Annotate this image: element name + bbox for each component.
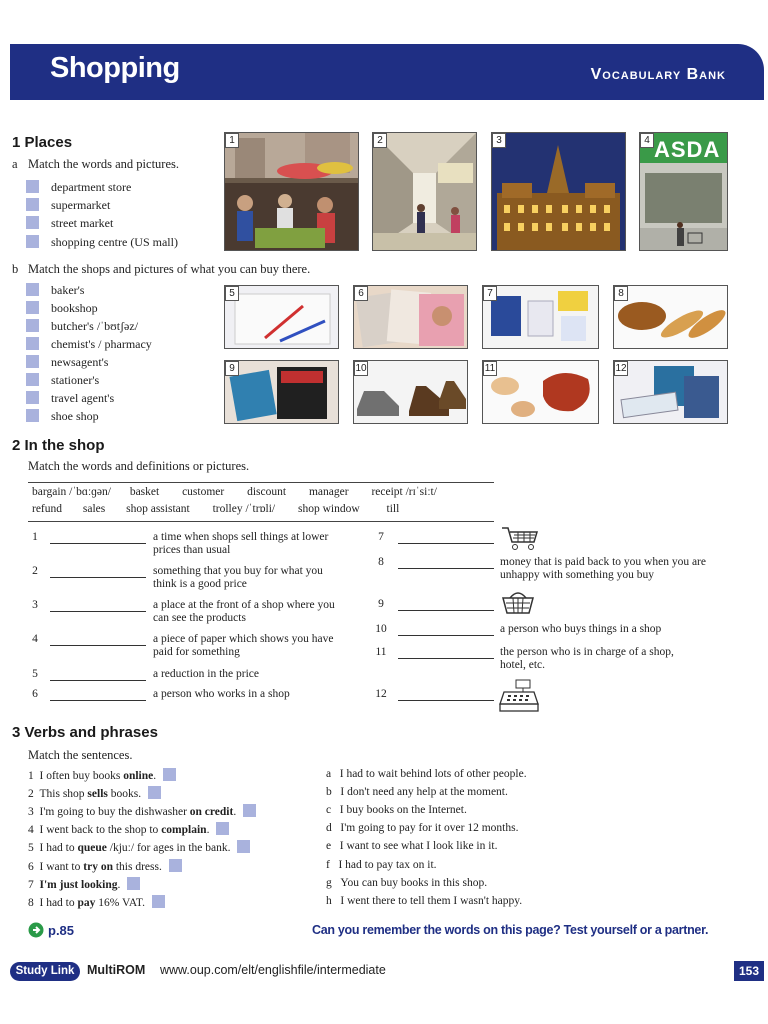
definition-text: a time when shops sell things at lower prices than usual	[153, 531, 329, 556]
word-item: supermarket	[26, 198, 110, 213]
answer-box[interactable]	[148, 786, 161, 799]
street-market-photo	[225, 133, 358, 250]
answer-box[interactable]	[26, 180, 39, 193]
trolley-icon	[500, 524, 540, 552]
answer-blank[interactable]	[50, 577, 146, 578]
picture-books: 9	[224, 360, 339, 424]
vocabulary-bank-label: Vocabulary Bank	[590, 66, 726, 83]
definition-text: a reduction in the price	[153, 668, 260, 680]
answer-box[interactable]	[152, 895, 165, 908]
section3-instruction: Match the sentences.	[28, 748, 133, 762]
sentence-left: 8 I had to pay 16% VAT.	[28, 895, 165, 909]
def-number: 9	[378, 598, 384, 610]
definition-text: a person who works in a shop	[153, 688, 290, 700]
answer-box[interactable]	[243, 804, 256, 817]
wordbox-row-2: refund sales shop assistant trolley /ˈtrɒli/ shop window till	[32, 503, 400, 515]
picture-department-store: 3	[491, 132, 626, 251]
study-link-badge: Study Link	[10, 962, 80, 981]
picture-pens-paper: 5	[224, 285, 339, 349]
picture-magazines: 6	[353, 285, 468, 349]
wordbox-row-1: bargain /ˈbɑːɡən/ basket customer discount manager receipt /rɪˈsiːt/	[32, 486, 437, 498]
picture-supermarket: 4 ASDA	[639, 132, 728, 251]
section-a-instruction: Match the words and pictures.	[28, 157, 180, 171]
newspapers-photo	[354, 286, 467, 348]
travel-photo	[614, 361, 727, 423]
sentence-left: 6 I want to try on this dress.	[28, 859, 182, 873]
picture-bread: 8	[613, 285, 728, 349]
shoes-photo	[354, 361, 467, 423]
word-item: bookshop	[26, 301, 98, 316]
stationery-photo	[225, 286, 338, 348]
answer-box[interactable]	[26, 283, 39, 296]
sentence-left: 1 I often buy books online.	[28, 768, 176, 782]
sentence-left: 2 This shop sells books.	[28, 786, 161, 800]
department-store-photo	[492, 133, 625, 250]
def-number: 3	[32, 599, 38, 611]
bread-photo	[614, 286, 727, 348]
wordbox-bottom-rule	[28, 521, 494, 522]
answer-blank[interactable]	[50, 645, 146, 646]
test-yourself-prompt: Can you remember the words on this page? Test yourself or a partner.	[312, 923, 709, 937]
def-number: 2	[32, 565, 38, 577]
header-banner	[10, 44, 764, 100]
multirom-label: MultiROM	[87, 963, 146, 977]
word-item: butcher's /ˈbʊtʃəz/	[26, 319, 138, 334]
answer-box[interactable]	[169, 859, 182, 872]
arrow-circle-icon[interactable]	[28, 922, 44, 938]
sentence-left: 5 I had to queue /kjuː/ for ages in the bank.	[28, 840, 250, 854]
def-number: 1	[32, 531, 38, 543]
answer-blank[interactable]	[398, 658, 494, 659]
medicine-photo	[483, 286, 598, 348]
picture-street-market: 1	[224, 132, 359, 251]
picture-medicines: 7	[482, 285, 599, 349]
definition-text: a place at the front of a shop where you can see the products	[153, 599, 335, 624]
sentence-right: e I want to see what I look like in it.	[326, 840, 498, 852]
answer-blank[interactable]	[50, 611, 146, 612]
section-a-label: a	[12, 157, 18, 171]
meat-photo	[483, 361, 598, 423]
section-in-the-shop-heading: 2 In the shop	[12, 437, 105, 454]
page-number: 153	[734, 961, 764, 981]
basket-icon	[500, 588, 536, 616]
word-item: baker's	[26, 283, 84, 298]
answer-box[interactable]	[127, 877, 140, 890]
answer-box[interactable]	[26, 373, 39, 386]
sentence-right: g You can buy books in this shop.	[326, 877, 488, 889]
answer-blank[interactable]	[398, 700, 494, 701]
section-b-instruction: Match the shops and pictures of what you can buy there.	[28, 262, 311, 276]
def-number: 10	[375, 623, 387, 635]
sentence-right: c I buy books on the Internet.	[326, 804, 467, 816]
answer-box[interactable]	[26, 391, 39, 404]
answer-blank[interactable]	[50, 543, 146, 544]
def-number: 6	[32, 688, 38, 700]
answer-box[interactable]	[237, 840, 250, 853]
answer-box[interactable]	[216, 822, 229, 835]
section2-instruction: Match the words and definitions or pictures.	[28, 459, 250, 473]
section-places-heading: 1 Places	[12, 134, 73, 151]
definition-text: a piece of paper which shows you have paid for something	[153, 633, 334, 658]
word-item: travel agent's	[26, 391, 114, 406]
shopping-centre-photo	[373, 133, 476, 250]
answer-box[interactable]	[26, 301, 39, 314]
def-number: 4	[32, 633, 38, 645]
word-item: shopping centre (US mall)	[26, 235, 178, 250]
answer-box[interactable]	[26, 319, 39, 332]
wordbox-top-rule	[28, 482, 494, 483]
section-b-label: b	[12, 262, 19, 276]
picture-meat: 11	[482, 360, 599, 424]
answer-box[interactable]	[26, 216, 39, 229]
picture-shoes: 10	[353, 360, 468, 424]
definition-text: a person who buys things in a shop	[500, 623, 662, 635]
answer-box[interactable]	[26, 355, 39, 368]
sentence-right: f I had to pay tax on it.	[326, 859, 437, 871]
definition-text: something that you buy for what you think is a good price	[153, 565, 323, 590]
sentence-right: d I'm going to pay for it over 12 months.	[326, 822, 519, 834]
answer-box[interactable]	[26, 409, 39, 422]
picture-shopping-centre: 2	[372, 132, 477, 251]
asda-sign: ASDA	[654, 137, 721, 162]
def-number: 8	[378, 556, 384, 568]
books-photo	[225, 361, 338, 423]
answer-blank[interactable]	[50, 680, 146, 681]
picture-travel-brochures: 12	[613, 360, 728, 424]
answer-blank[interactable]	[398, 543, 494, 544]
word-item: shoe shop	[26, 409, 99, 424]
till-icon	[498, 678, 540, 714]
answer-blank[interactable]	[50, 700, 146, 701]
section-verbs-phrases-heading: 3 Verbs and phrases	[12, 724, 158, 741]
word-item: department store	[26, 180, 131, 195]
website-url[interactable]: www.oup.com/elt/englishfile/intermediate	[160, 963, 386, 977]
answer-box[interactable]	[26, 198, 39, 211]
word-item: stationer's	[26, 373, 99, 388]
word-item: newsagent's	[26, 355, 108, 370]
definition-text: money that is paid back to you when you are unhappy with something you buy	[500, 556, 706, 581]
sentence-right: b I don't need any help at the moment.	[326, 786, 508, 798]
def-number: 11	[375, 646, 387, 658]
definition-text: the person who is in charge of a shop, hotel, etc.	[500, 646, 674, 671]
answer-box[interactable]	[26, 235, 39, 248]
answer-box[interactable]	[163, 768, 176, 781]
sentence-left: 3 I'm going to buy the dishwasher on credit.	[28, 804, 256, 818]
sentence-right: a I had to wait behind lots of other people.	[326, 768, 527, 780]
sentence-left: 7 I'm just looking.	[28, 877, 140, 891]
word-item: chemist's / pharmacy	[26, 337, 152, 352]
page-title: Shopping	[50, 52, 180, 84]
def-number: 7	[378, 531, 384, 543]
page-reference-link[interactable]: p.85	[48, 923, 75, 938]
answer-blank[interactable]	[398, 568, 494, 569]
answer-blank[interactable]	[398, 635, 494, 636]
def-number: 12	[375, 688, 387, 700]
answer-box[interactable]	[26, 337, 39, 350]
answer-blank[interactable]	[398, 610, 494, 611]
sentence-right: h I went there to tell them I wasn't happy.	[326, 895, 523, 907]
sentence-left: 4 I went back to the shop to complain.	[28, 822, 229, 836]
word-item: street market	[26, 216, 113, 231]
def-number: 5	[32, 668, 38, 680]
